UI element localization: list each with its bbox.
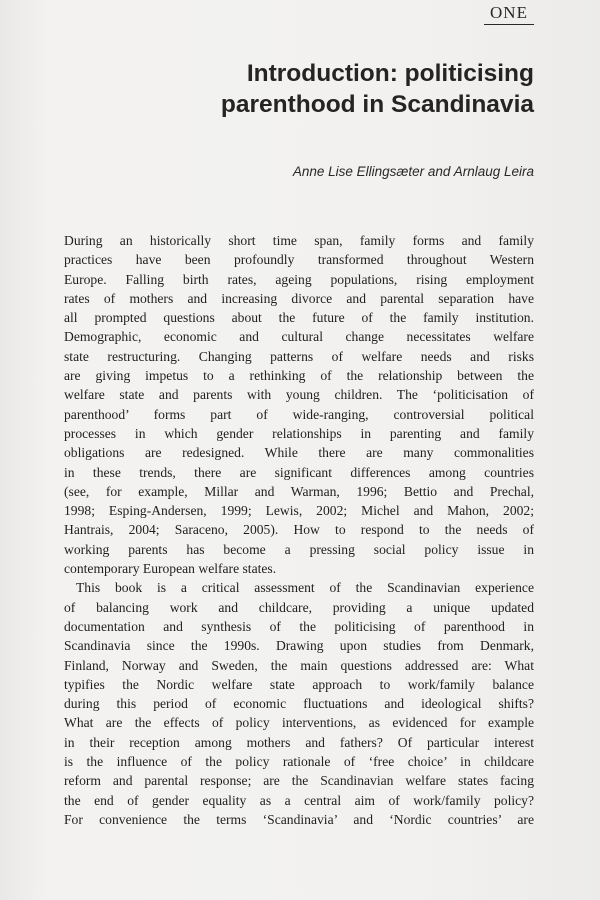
body-line: state restructuring. Changing patterns of welfare needs and risks	[64, 348, 534, 364]
body-line: all prompted questions about the future of the family institution.	[64, 310, 534, 326]
body-line: rates of mothers and increasing divorce and parental separation have	[64, 290, 534, 306]
chapter-label-rule	[484, 24, 534, 25]
body-line: contemporary European welfare states.	[64, 561, 277, 577]
body-line: Finland, Norway and Sweden, the main questions addressed are: What	[64, 657, 534, 673]
body-line: in their reception among mothers and fathers? Of particular interest	[64, 734, 534, 750]
body-line: is the influence of the policy rationale of ‘free choice’ in childcare	[64, 754, 534, 770]
body-line: For convenience the terms ‘Scandinavia’ and ‘Nordic countries’ are	[64, 811, 534, 827]
chapter-title	[94, 58, 534, 120]
body-line: during this period of economic fluctuations and ideological shifts?	[64, 696, 534, 712]
body-line: Demographic, economic and cultural change necessitates welfare	[64, 329, 534, 345]
body-line: welfare state and parents with young children. The ‘politicisation of	[64, 387, 534, 403]
body-line: What are the effects of policy interventions, as evidenced for example	[64, 715, 534, 731]
body-line: working parents has become a pressing social policy issue in	[64, 541, 534, 557]
body-line: in these trends, there are significant differences among countries	[64, 464, 534, 480]
body-line: reform and parental response; are the Scandinavian welfare states facing	[64, 773, 534, 789]
body-line: During an historically short time span, family forms and family	[64, 233, 534, 248]
body-line: of balancing work and childcare, providing a unique updated	[64, 599, 534, 615]
body-line: Hantrais, 2004; Saraceno, 2005). How to respond to the needs of	[64, 522, 534, 538]
chapter-title-line: parenthood in Scandinavia	[220, 91, 534, 118]
chapter-authors: Anne Lise Ellingsæter and Arnlaug Leira	[292, 164, 534, 179]
body-line: are giving impetus to a rethinking of the relationship between the	[64, 368, 534, 384]
chapter-title-line: Introduction: politicising	[246, 60, 534, 87]
body-line: Europe. Falling birth rates, ageing populations, rising employment	[64, 271, 534, 287]
body-line: the end of gender equality as a central aim of work/family policy?	[64, 792, 534, 808]
body-text	[64, 231, 534, 829]
body-line: Scandinavia since the 1990s. Drawing upon studies from Denmark,	[64, 638, 534, 654]
body-line: This book is a critical assessment of the Scandinavian experience	[76, 580, 534, 596]
body-line: processes in which gender relationships in parenting and family	[64, 425, 534, 441]
body-line: documentation and synthesis of the politicising of parenthood in	[64, 618, 534, 634]
body-line: practices have been profoundly transformed throughout Western	[64, 252, 534, 268]
body-line: typifies the Nordic welfare state approach to work/family balance	[64, 676, 534, 692]
body-line: obligations are redesigned. While there are many commonalities	[64, 445, 534, 461]
body-line: parenthood’ forms part of wide-ranging, controversial political	[64, 406, 534, 422]
body-line: 1998; Esping-Andersen, 1999; Lewis, 2002; Michel and Mahon, 2002;	[64, 503, 534, 519]
chapter-number-label: ONE	[490, 3, 528, 22]
body-line: (see, for example, Millar and Warman, 1996; Bettio and Prechal,	[64, 483, 534, 499]
